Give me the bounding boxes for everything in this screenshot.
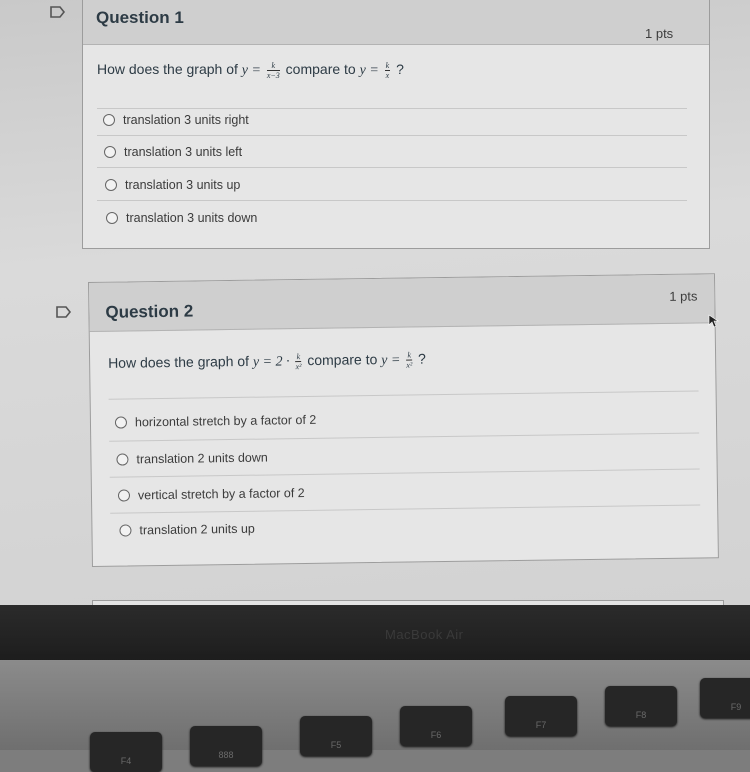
fraction-numerator: k [385,61,390,70]
answer-divider [110,504,700,513]
equation-1-lhs: y = 2 · [252,354,290,370]
answer-option[interactable] [118,486,305,503]
answer-label: translation 3 units left [124,145,243,159]
fraction-denominator: x−3 [266,71,280,80]
fraction-denominator: x [385,71,390,80]
answer-label: translation 2 units down [136,450,268,467]
answer-divider [97,200,687,201]
keyboard-key: F5 [300,716,372,756]
equation-2-lhs: y = [381,352,401,369]
answer-divider [97,135,687,136]
prompt-suffix: ? [396,61,404,78]
prompt-suffix: ? [418,350,427,367]
radio-button[interactable] [119,524,131,536]
answer-option[interactable] [119,522,255,538]
answer-divider [97,167,687,168]
radio-button[interactable] [106,212,118,224]
question-1-header [83,0,709,45]
flag-question-icon[interactable] [56,306,72,318]
keyboard-key: F7 [505,696,577,736]
keyboard-key: F4 [90,732,162,772]
equation-2-fraction [385,61,391,80]
fraction-numerator: k [407,350,412,360]
prompt-prefix: How does the graph of [97,61,238,78]
answer-option[interactable] [106,211,257,225]
question-2-card [88,273,719,567]
question-2-prompt [108,350,426,373]
fraction-denominator: x² [295,362,302,372]
answer-divider [110,468,700,477]
equation-1-fraction [267,61,280,80]
answers-divider [109,390,699,399]
equation-1-fraction [295,352,301,371]
radio-button[interactable] [105,179,117,191]
equation-1-lhs: y = [241,63,261,79]
prompt-middle: compare to [285,61,356,78]
question-2-header [89,274,715,332]
answer-label: translation 3 units up [125,178,241,192]
question-2-title: Question 2 [105,301,194,322]
flag-question-icon[interactable] [50,6,66,18]
answers-divider [97,108,687,109]
laptop-bezel [0,605,750,665]
mouse-cursor-icon [708,314,720,328]
answer-option[interactable] [104,145,242,159]
answer-option[interactable] [115,413,317,430]
radio-button[interactable] [116,453,128,465]
equation-2-fraction [406,350,412,369]
prompt-middle: compare to [307,351,378,369]
question-1-prompt [97,61,404,80]
question-1-title: Question 1 [96,8,184,27]
answer-option[interactable] [116,451,268,467]
bezel-label: MacBook Air [385,627,464,642]
answer-divider [109,432,699,441]
radio-button[interactable] [103,114,115,126]
answer-label: translation 3 units right [123,113,249,127]
answer-label: horizontal stretch by a factor of 2 [134,412,317,430]
laptop-keyboard [0,660,750,766]
keyboard-key: F9 [700,678,750,718]
keyboard-key: F8 [605,686,677,726]
question-1-points: 1 pts [645,26,674,41]
equation-2-lhs: y = [359,63,379,79]
radio-button[interactable] [118,489,130,501]
keyboard-key: 888 [190,726,262,766]
question-2-points: 1 pts [669,288,698,304]
prompt-prefix: How does the graph of [108,352,250,371]
fraction-numerator: k [267,61,280,71]
answer-label: translation 2 units up [139,521,255,538]
answer-label: translation 3 units down [126,211,258,225]
keyboard-key: F6 [400,706,472,746]
answer-option[interactable] [105,178,240,192]
answer-label: vertical stretch by a factor of 2 [137,485,305,503]
fraction-denominator: x² [406,360,413,370]
radio-button[interactable] [115,416,127,428]
answer-option[interactable] [103,113,249,127]
radio-button[interactable] [104,146,116,158]
question-1-card [82,0,710,249]
fraction-numerator: k [296,352,301,362]
